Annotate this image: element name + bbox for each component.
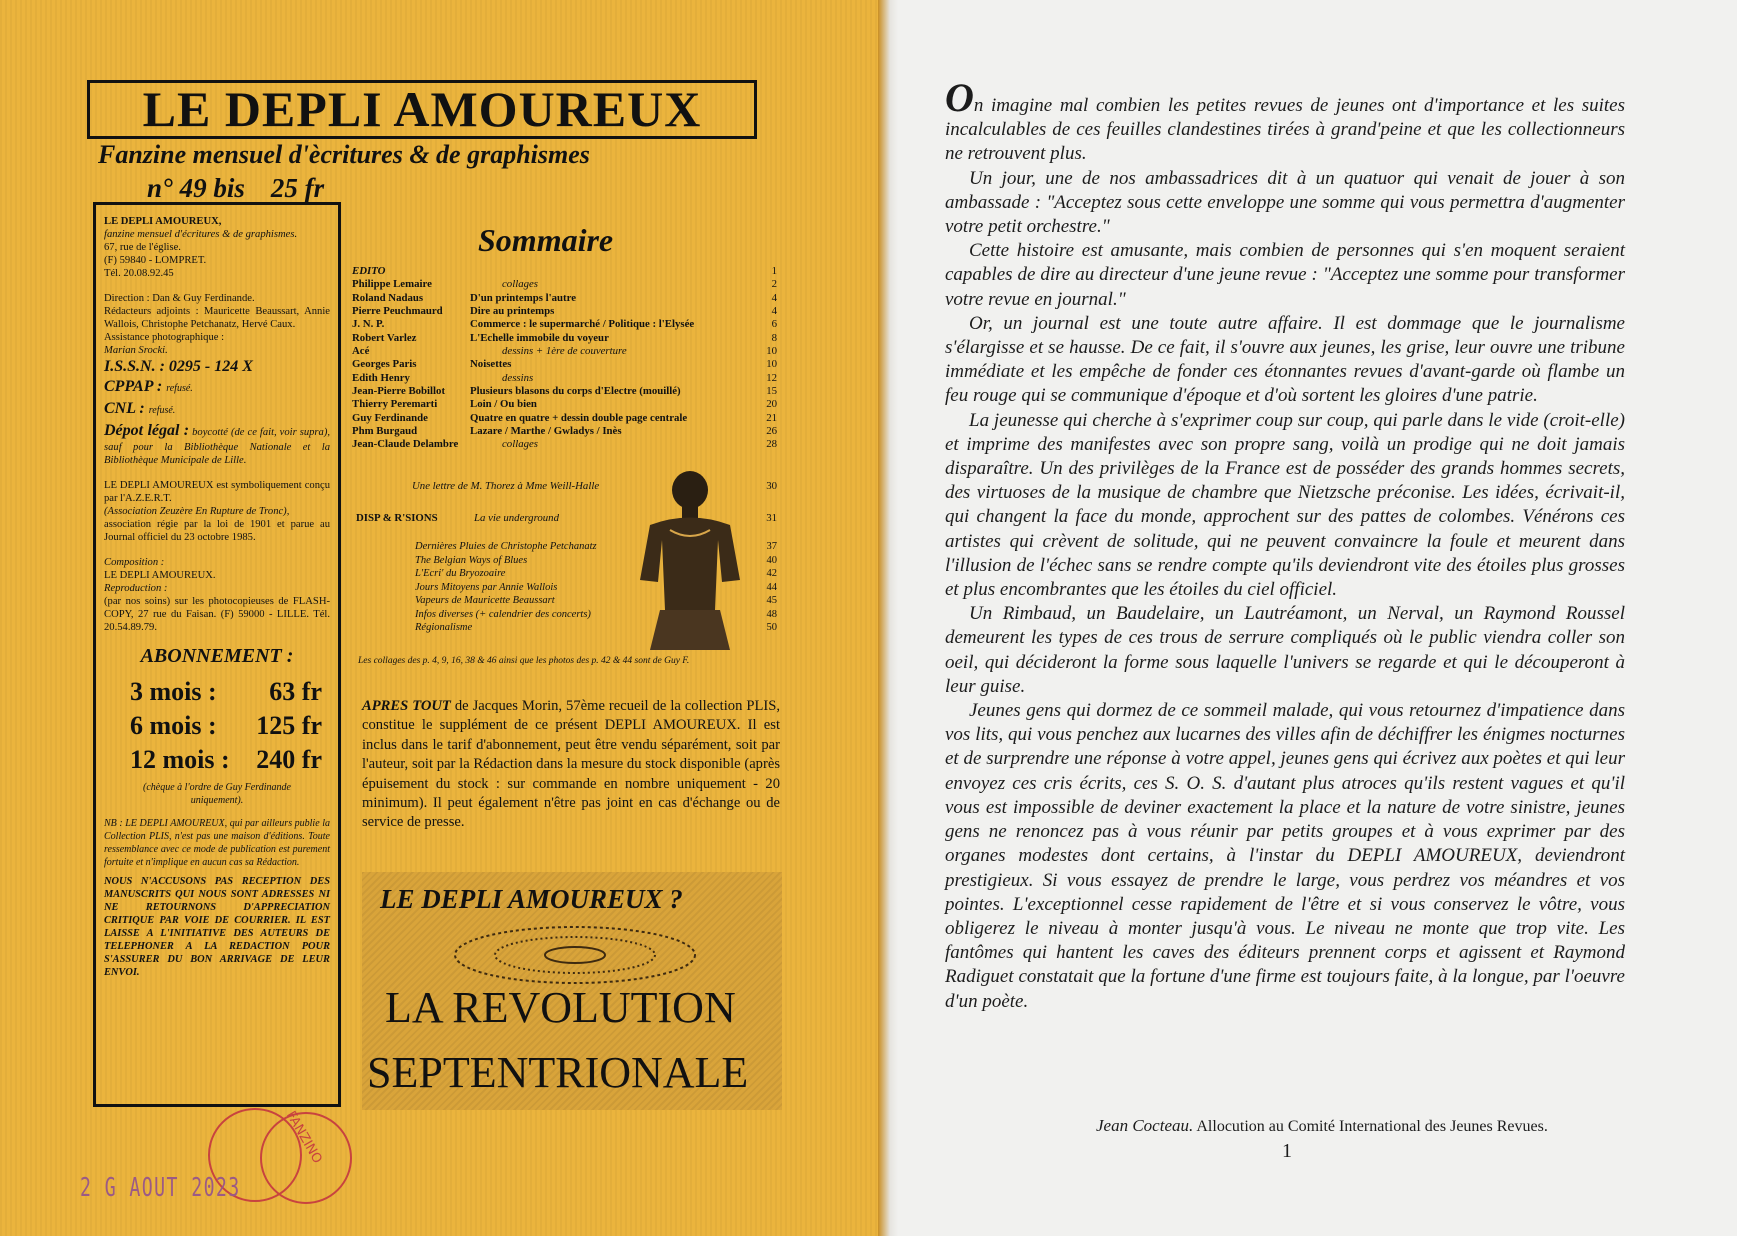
issue-price: 25 fr (270, 173, 325, 203)
info-photographer: Marian Srocki. (104, 345, 168, 356)
toc-author: Acé (352, 345, 370, 358)
editorial-paragraph (945, 75, 1625, 167)
figure-illustration (630, 470, 750, 650)
editorial-paragraph-text: Cette histoire est amusante, mais combien de personnes qui s'en moquent seraient capables de dire au directeur d'une jeune revue : "Acceptez une somme pour transformer votre revue en journal." (945, 240, 1625, 310)
info-direction: Direction : Dan & Guy Ferdinande. (104, 293, 255, 304)
page-number: 1 (1282, 1140, 1292, 1162)
toc-entry (352, 332, 777, 345)
toc-title: Quatre en quatre + dessin double page centrale (470, 411, 688, 424)
promo-line2: SEPTENTRIONALE (367, 1048, 749, 1097)
toc-page: 8 (771, 331, 777, 344)
toc-entry (352, 278, 777, 291)
info-symbolic: LE DEPLI AMOUREUX est symboliquement conçu par l'A.Z.E.R.T. (104, 480, 330, 504)
toc-author: Phm Burgaud (352, 425, 418, 438)
toc-author: Jean-Pierre Bobillot (352, 385, 446, 398)
info-street: 67, rue de l'église. (104, 242, 181, 253)
editorial-paragraph-text: Jeunes gens qui dormez de ce sommeil malade, qui vous retournez d'impatience dans vos lits, qui vous penchez aux lucarnes des villes afin de déchiffrer les énigmes nocturnes et de surprendre une réponse à votre appel, jeunes gens qui écrivez aux poètes et qui leur envoyez ces cris écrits, ces S. O. S. d'autant plus atroces qu'ils restent vagues et qu'il vous est impossible de deviner exactement la place et la nature de votre sinistre, jeunes gens ne renoncez pas à vous réunir par petits groupes et à vous exprimer par des organes modestes dont certains, à l'instar du DEPLI AMOUREUX, deviendront prestigieux. Si vous essayez de prendre le large, vous perdrez vos méandres et vos pointes. L'exceptionnel cesse rapidement de l'être et si vous conservez le vôtre, vous obligerez le niveau à monter jusqu'à vous. Le niveau ne monte que trop vite. Les fantômes qui hantent les caves des éditeurs prennent corps et agissent et Raymond Radiguet constatait que la fortune d'une firme est toujours faite, à la longue, par l'oeuvre d'un poète. (945, 700, 1625, 1012)
info-tagline: fanzine mensuel d'écritures & de graphismes. (104, 229, 298, 240)
toc-lower-text: L'Ecri' du Bryozoaire (415, 568, 506, 579)
info-cnl-value: refusé. (148, 405, 176, 416)
toc-page: 20 (766, 398, 777, 411)
info-reproduction-label: Reproduction : (104, 583, 168, 594)
toc-entry (352, 292, 777, 305)
editorial-paragraph (945, 409, 1625, 603)
toc-page: 2 (771, 278, 777, 291)
editorial-paragraph-text: Un jour, une de nos ambassadrices dit à un quatuor qui venait de jouer à son ambassade : "Acceptez sous cette enveloppe une somme qui vous permettra d'augmenter votre petit orchestre." (945, 167, 1625, 238)
promo-line1: LA REVOLUTION (385, 983, 736, 1032)
toc-title: collages (502, 278, 538, 291)
toc-page: 4 (771, 291, 777, 304)
toc-entry (352, 305, 777, 318)
editorial-signature (1096, 1116, 1548, 1136)
toc-title: Noisettes (470, 358, 512, 371)
editorial-paragraph (945, 699, 1625, 1014)
signature-author: Jean Cocteau. (1096, 1116, 1194, 1135)
toc-author: Robert Varlez (352, 331, 417, 344)
toc-page: 15 (766, 385, 777, 398)
toc-lower-page: 44 (766, 581, 777, 593)
editorial-paragraph (945, 312, 1625, 409)
toc-lower-page: 37 (766, 541, 777, 552)
drop-cap: O (945, 75, 974, 120)
toc-author: Thierry Peremarti (352, 398, 438, 411)
toc-author: J. N. P. (352, 318, 385, 331)
info-composition-value: LE DEPLI AMOUREUX. (104, 570, 216, 581)
info-name: LE DEPLI AMOUREUX, (104, 216, 222, 227)
toc-title: L'Echelle immobile du voyeur (470, 331, 609, 344)
nb-note: NB : LE DEPLI AMOUREUX, qui par ailleurs publie la Collection PLIS, n'est pas une maison d'éditions. Toute ressemblance avec ce mode de publication est purement fortuite et n'implique en aucun cas sa Rédaction. (104, 818, 330, 868)
info-reproduction-value: (par nos soins) sur les photocopieuses de FLASH-COPY, 27 rue du Faisan. (F) 59000 - LILLE. Tél. 20.54.89.79. (104, 596, 330, 633)
rate-row: 6 mois : 125 fr (130, 711, 322, 740)
info-cnl-label: CNL : (104, 400, 145, 417)
toc-entry (352, 358, 777, 371)
toc-entry (352, 372, 777, 385)
info-cppap-value: refusé. (166, 383, 193, 394)
editorial-paragraph (945, 239, 1625, 312)
apres-tout-body: de Jacques Morin, 57ème recueil de la collection PLIS, constitue le supplément de ce présent DEPLI AMOUREUX. Il est inclus dans le tarif d'abonnement, peut être vendu séparément, soit par l'auteur, soit par la Rédaction dans la mesure du stock disponible (après épuisement du stock : sur commande en nombre uniquement - 20 minimum). Il peut également n'être pas joint en cas d'échange ou de service de presse. (362, 698, 780, 831)
editorial-paragraph (945, 602, 1625, 699)
toc-lower-page: 48 (766, 608, 777, 620)
promo-ornament (440, 920, 710, 990)
toc-page: 6 (771, 318, 777, 331)
toc-lettre: Une lettre de M. Thorez à Mme Weill-Halle 30 (412, 480, 777, 492)
issue-line (147, 173, 350, 204)
signature-source: Allocution au Comité International des Jeunes Revues. (1193, 1118, 1548, 1135)
toc-title: dessins + 1ère de couverture (502, 345, 627, 358)
info-city: (F) 59840 - LOMPRET. (104, 255, 207, 266)
toc-entry (352, 265, 777, 278)
toc-lower-page: 40 (766, 554, 777, 566)
toc-entry (352, 398, 777, 411)
toc-page: 28 (766, 438, 777, 451)
cheque-note: (chèque à l'ordre de Guy Ferdinande uniquement). (143, 782, 291, 806)
toc-lower-text: The Belgian Ways of Blues (415, 554, 528, 566)
editorial-paragraph-text: Or, un journal est une toute autre affaire. Il est dommage que le journalisme s'élargisse et se hausse. De ce fait, il s'ouvre aux jeunes, les grise, leur ouvre une tribune immédiate et les empêche de fonder ces étonnantes revues d'avant-garde où flambe un feu rouge qui se communique d'époque et d'où sortent les gloires d'une patrie. (945, 312, 1625, 407)
toc-page: 1 (771, 265, 777, 277)
table-of-contents (352, 265, 777, 452)
toc-entry (352, 345, 777, 358)
info-box (93, 202, 341, 1107)
info-association: (Association Zeuzère En Rupture de Tronc), (104, 506, 290, 517)
toc-author: Pierre Peuchmaurd (352, 305, 443, 318)
toc-entry (352, 412, 777, 425)
editorial-paragraph-text: La jeunesse qui cherche à s'exprimer coup sur coup, qui parle dans le vide (croit-elle) et imprime des manifestes avec son propre sang, voilà un prodige qui ne doit jamais disparaître. Un des privilèges de la France est de posséder des grands hommes secrets, des virtuoses de la musique de chambre que Nietzsche préconise. Les idées, écrivait-il, qui changent la face du monde, approchent sur des pattes de colombes. Vénérons ces artistes qui crèvent de solitude, qui ne peuvent convaincre la foule et meurent dans l'illusion de l'échec sans se rendre compte qu'ils deviendront vite des étoiles plus grosses et plus encombrantes que les étoiles du ciel officiel. (945, 409, 1625, 601)
promo-question: LE DEPLI AMOUREUX ? (380, 884, 683, 914)
apres-tout-lead: APRES TOUT (362, 698, 451, 714)
toc-title: D'un printemps l'autre (470, 291, 576, 304)
abonnement-title: ABONNEMENT : (140, 645, 294, 667)
toc-page: 21 (766, 411, 777, 424)
toc-author: Guy Ferdinande (352, 411, 428, 424)
toc-title: Dire au printemps (470, 305, 555, 318)
editorial-paragraph-text: n imagine mal combien les petites revues de jeunes ont d'importance et les suites incalculables de ces feuilles clandestines tirées à grand'peine et que les collectionneurs ne retrouvent plus. (945, 95, 1625, 165)
masthead-title: LE DEPLI AMOUREUX (87, 80, 757, 139)
toc-lower-text: Régionalisme (415, 622, 473, 633)
toc-title: Loin / Ou bien (470, 398, 537, 411)
info-assistance: Assistance photographique : (104, 332, 225, 343)
toc-author: Roland Nadaus (352, 291, 424, 304)
toc-page: 10 (766, 345, 777, 358)
toc-entry (352, 318, 777, 331)
page-spine (878, 0, 898, 1236)
info-depot-value: boycotté (de ce fait, voir supra), sauf pour la Bibliothèque Nationale et la Bibliothèque Municipale de Lille. (104, 427, 331, 466)
editorial-paragraph (945, 167, 1625, 240)
editorial-paragraph-text: Un Rimbaud, un Baudelaire, un Lautréamont, un Nerval, un Raymond Roussel demeurent les types de ces trous de serrure compliqués où le public viendra coller son oeil, qui décideront la forme sous laquelle l'univers se regarde et qui le découperont à leur guise. (945, 603, 1625, 697)
apres-tout-paragraph (362, 697, 780, 833)
toc-entry (352, 425, 777, 438)
editorial-text (945, 75, 1625, 1014)
rate-row: 3 mois : 63 fr (130, 677, 322, 706)
toc-title: Commerce : le supermarché / Politique : l'Elysée (470, 318, 695, 331)
toc-entry (352, 438, 777, 451)
toc-author: EDITO (352, 265, 386, 277)
info-regie: association régie par la loi de 1901 et parue au Journal officiel du 23 octobre 1985. (104, 519, 330, 543)
info-issn: I.S.S.N. : 0295 - 124 X (104, 358, 253, 375)
stamp-text: FANZINO (282, 1108, 325, 1167)
masthead-subtitle: Fanzine mensuel d'ècritures & de graphismes (98, 140, 590, 169)
sommaire-title: Sommaire (478, 222, 614, 258)
toc-lower-text: Vapeurs de Mauricette Beaussart (415, 595, 555, 606)
toc-lower-page: 50 (766, 622, 777, 633)
toc-lower-page: 45 (766, 595, 777, 606)
toc-author: Edith Henry (352, 371, 410, 384)
collage-credit: Les collages des p. 4, 9, 16, 38 & 46 ainsi que les photos des p. 42 & 44 sont de Guy F. (358, 656, 690, 666)
toc-lower-text: Dernières Pluies de Christophe Petchanatz (415, 541, 597, 552)
manuscript-warning: NOUS N'ACCUSONS PAS RECEPTION DES MANUSCRITS QUI NOUS SONT ADRESSES NI NE RETOURNONS D'APPRECIATION CRITIQUE PAR VOIE DE COURRIER. IL EST LAISSE A L'INITIATIVE DES AUTEURS DE TELEPHONER A LA REDACTION POUR S'ASSURER DU BON ARRIVAGE DE LEUR ENVOI. (104, 876, 330, 978)
toc-author: Jean-Claude Delambre (352, 438, 459, 451)
toc-page: 12 (766, 371, 777, 384)
info-redacteurs: Rédacteurs adjoints : Mauricette Beaussart, Annie Wallois, Christophe Petchanatz, Hervé Caux. (104, 306, 330, 330)
toc-author: Georges Paris (352, 358, 417, 371)
toc-lower-text: Jours Mitoyens par Annie Wallois (415, 581, 558, 593)
toc-page: 26 (766, 425, 777, 438)
toc-disp: DISP & R'SIONS La vie underground 31 (356, 512, 777, 524)
date-stamp: 2 G AOUT 2023 (80, 1173, 241, 1203)
info-cppap-label: CPPAP : (104, 378, 163, 395)
toc-title: collages (502, 438, 538, 451)
toc-entry (352, 385, 777, 398)
toc-title: Lazare / Marthe / Gwladys / Inès (470, 425, 622, 438)
info-tel: Tél. 20.08.92.45 (104, 268, 174, 279)
toc-page: 4 (771, 305, 777, 318)
toc-title: dessins (502, 371, 534, 384)
rate-row: 12 mois : 240 fr (130, 745, 322, 774)
toc-lower-page: 42 (766, 568, 777, 579)
issue-number: n° 49 bis (147, 173, 245, 203)
toc-page: 10 (766, 358, 777, 371)
toc-author: Philippe Lemaire (352, 278, 432, 291)
toc-title: Plusieurs blasons du corps d'Electre (mouillé) (470, 385, 681, 398)
toc-lower-text: Infos diverses (+ calendrier des concerts) (415, 608, 591, 620)
info-depot-label: Dépot légal : (104, 422, 190, 439)
info-composition-label: Composition : (104, 557, 165, 568)
